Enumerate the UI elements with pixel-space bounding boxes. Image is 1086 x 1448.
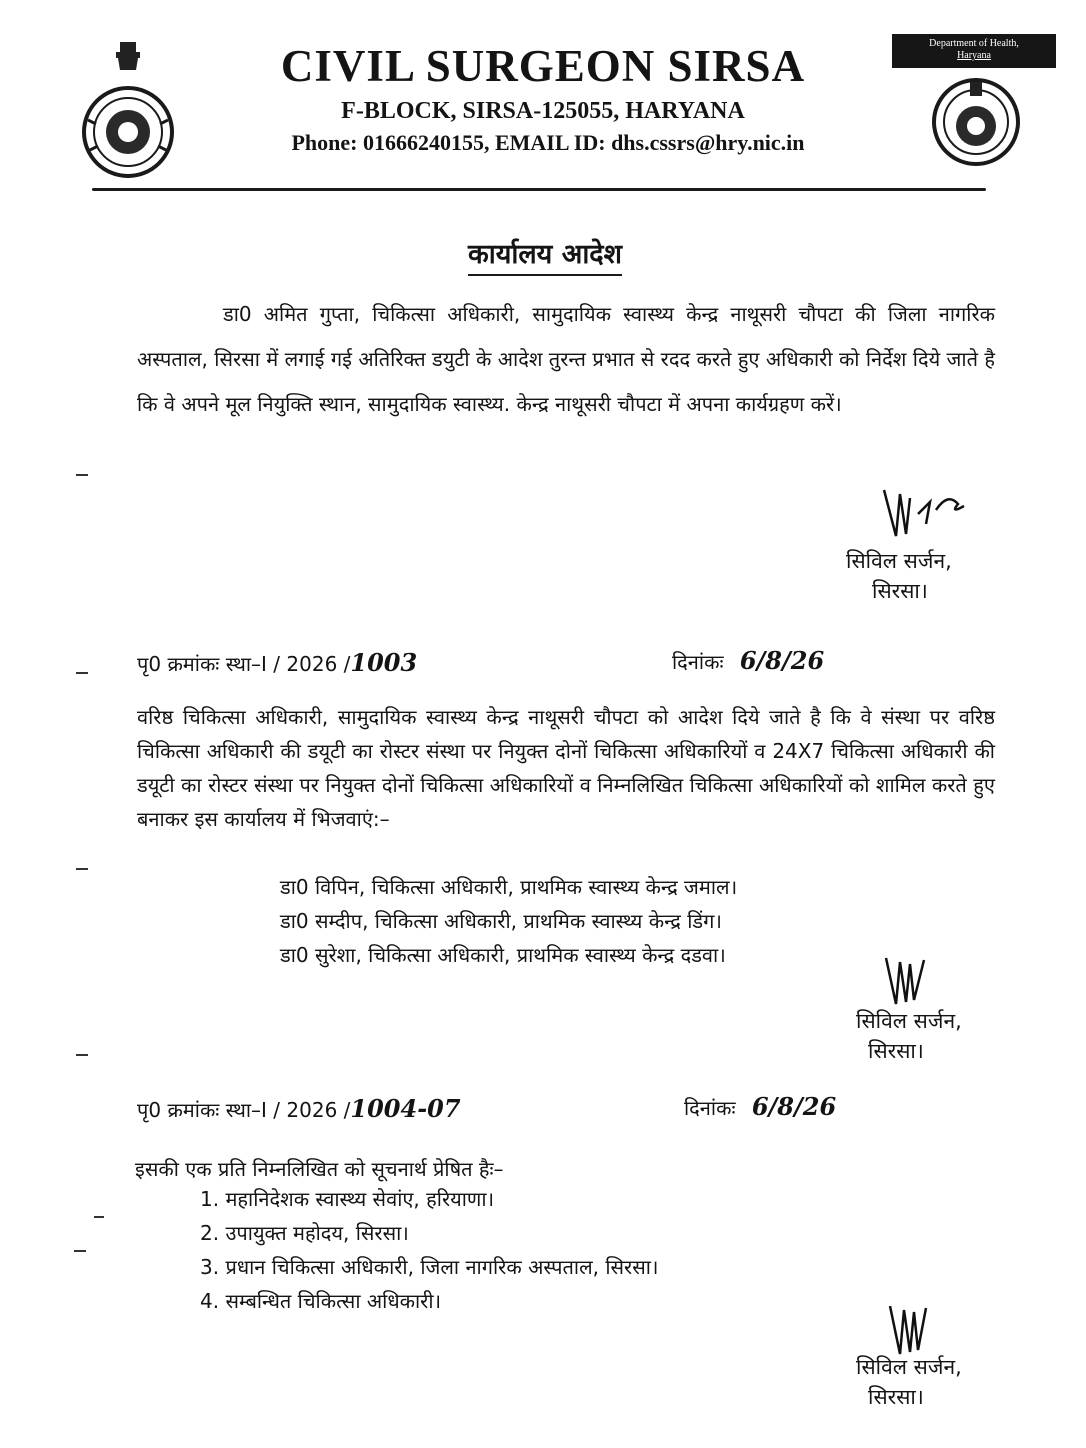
date-label: दिनांकः [684,1096,736,1120]
signature-block-2 [856,1006,962,1066]
endorsement-1-ref [137,648,417,677]
copy-intro: इसकी एक प्रति निम्नलिखित को सूचनार्थ प्रेषित हैः– [135,1157,504,1181]
signature-block-3 [856,1352,962,1412]
signatory-place: सिरसा। [868,1385,924,1409]
signatory-place: सिरसा। [872,579,928,603]
signature-mark-icon [884,1302,940,1358]
department-badge-line-2: Haryana [957,50,991,61]
date-label: दिनांकः [672,650,724,674]
date-handwritten: 6/8/26 [751,1092,837,1121]
margin-mark [74,1250,86,1252]
signature-block-1 [846,546,952,606]
endorsement-1-text: वरिष्ठ चिकित्सा अधिकारी, सामुदायिक स्वास्थ्य केन्द्र नाथूसरी चौपटा को आदेश दिये जाते है कि वे संस्था पर वरिष्ठ चिकित्सा अधिकारी की डयूटी का रोस्टर संस्था पर नियुक्त दोनों चिकित्सा अधिकारियों व 24X7 चिकित्सा अधिकारी की डयूटी का रोस्टर संस्था पर नियुक्त दोनों चिकित्सा अधिकारियों व निम्नलिखित चिकित्सा अधिकारियों को शामिल करते हुए बनाकर इस कार्यालय में भिजवाएं:– [137,705,995,831]
recipient-item: 2. उपायुक्त महोदय, सिरसा। [200,1221,409,1245]
office-contact: Phone: 01666240155, EMAIL ID: dhs.cssrs@hry.nic.in [291,130,805,155]
signatory-place: सिरसा। [868,1039,924,1063]
office-title: CIVIL SURGEON SIRSA [280,41,806,91]
officer-item: डा0 सुरेशा, चिकित्सा अधिकारी, प्राथमिक स्वास्थ्य केन्द्र दडवा। [280,943,726,967]
date-handwritten: 6/8/26 [739,646,825,675]
signatory-designation: सिविल सर्जन, [856,1355,962,1379]
recipient-list [200,1182,659,1318]
order-heading [0,234,1086,271]
endorsement-2-date [684,1092,836,1121]
recipient-item: 1. महानिदेशक स्वास्थ्य सेवांए, हरियाणा। [200,1187,495,1211]
endorsement-1-date [672,646,824,675]
ref-number-handwritten: 1004-07 [350,1094,461,1123]
officer-list [280,870,737,972]
recipient-item: 3. प्रधान चिकित्सा अधिकारी, जिला नागरिक अस्पताल, सिरसा। [200,1255,659,1279]
recipient-item: 4. सम्बन्धित चिकित्सा अधिकारी। [200,1289,442,1313]
officer-item: डा0 विपिन, चिकित्सा अधिकारी, प्राथमिक स्वास्थ्य केन्द्र जमाल। [280,875,738,899]
order-heading-text: कार्यालय आदेश [468,239,622,276]
ref-label: पृ0 क्रमांकः स्था–I / 2026 / [137,1098,351,1122]
order-body-text: डा0 अमित गुप्ता, चिकित्सा अधिकारी, सामुदायिक स्वास्थ्य केन्द्र नाथूसरी चौपटा की जिला नागरिक अस्पताल, सिरसा में लगाई गई अतिरिक्त डयुटी के आदेश तुरन्त प्रभात से रदद करते हुए अधिकारी को निर्देश दिये जाते है कि वे अपने मूल नियुक्ति स्थान, सामुदायिक स्वास्थ्य. केन्द्र नाथूसरी चौपटा में अपना कार्यग्रहण करें। [137,302,995,416]
haryana-seal-icon [928,72,1024,168]
endorsement-2-ref [137,1094,461,1123]
order-body [137,292,995,427]
signatory-designation: सिविल सर्जन, [856,1009,962,1033]
office-address: F-BLOCK, SIRSA-125055, HARYANA [341,98,745,124]
signature-mark-icon [880,952,940,1010]
endorsement-1-body [137,700,995,836]
margin-mark [76,474,88,476]
margin-mark [94,1216,104,1218]
department-badge-line-1: Department of Health, [929,38,1019,49]
ref-label: पृ0 क्रमांकः स्था–I / 2026 / [137,652,351,676]
signatory-designation: सिविल सर्जन, [846,549,952,573]
officer-item: डा0 सम्दीप, चिकित्सा अधिकारी, प्राथमिक स्वास्थ्य केन्द्र डिंग। [280,909,722,933]
department-badge [892,34,1056,68]
margin-mark [76,672,88,674]
header-divider [92,188,986,191]
margin-mark [76,868,88,870]
signature-mark-icon [878,484,968,542]
ref-number-handwritten: 1003 [350,648,418,677]
margin-mark [76,1054,88,1056]
